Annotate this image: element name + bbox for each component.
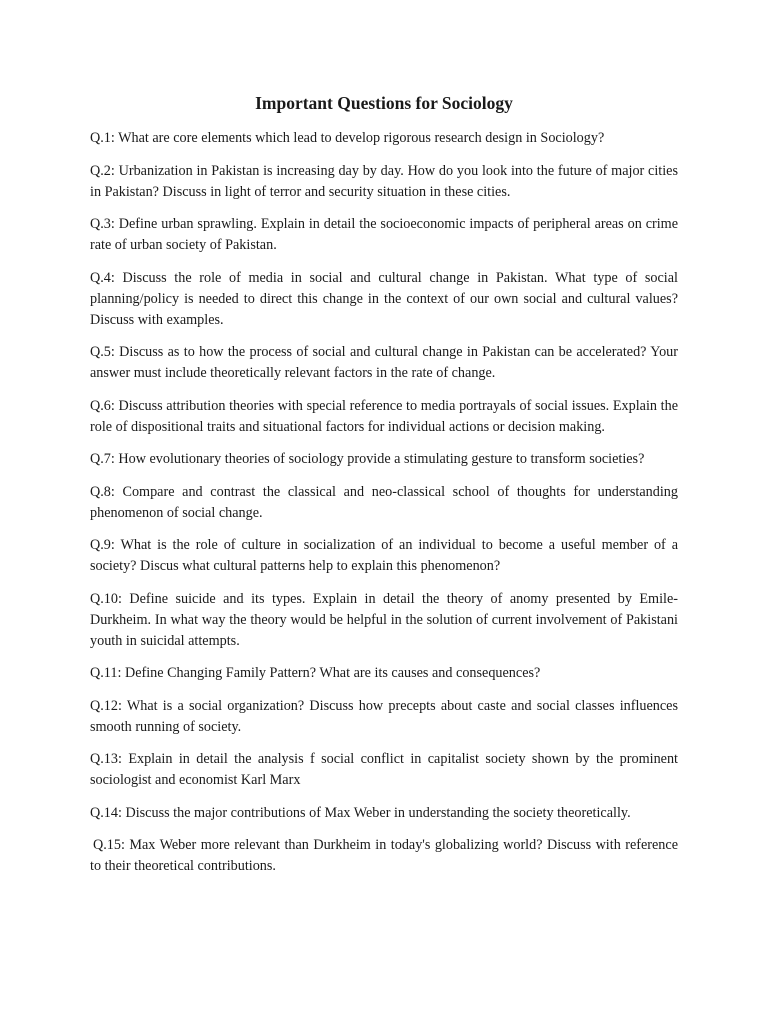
question-4: Q.4: Discuss the role of media in social and cultural change in Pakistan. What type of social planning/policy is needed to direct this change in the context of our own social and cultural values? Discuss with examples. <box>90 269 678 328</box>
question-9: Q.9: What is the role of culture in socialization of an individual to become a useful member of a society? Discus what cultural patterns help to explain this phenomenon? <box>90 537 678 574</box>
question-2: Q.2: Urbanization in Pakistan is increasing day by day. How do you look into the future of major cities in Pakistan? Discuss in light of terror and security situation in these cities. <box>90 162 678 200</box>
question-14: Q.14: Discuss the major contributions of Max Weber in understanding the society theoretically. <box>90 804 631 821</box>
question-10: Q.10: Define suicide and its types. Explain in detail the theory of anomy presented by Emile-Durkheim. In what way the theory would be helpful in the solution of current involvement of Pakistani youth in suicidal attempts. <box>90 590 678 649</box>
question-6: Q.6: Discuss attribution theories with special reference to media portrayals of social issues. Explain the role of dispositional traits and situational factors for individual actions or decision making. <box>90 397 678 435</box>
question-11: Q.11: Define Changing Family Pattern? What are its causes and consequences? <box>90 665 541 681</box>
question-15: Q.15: Max Weber more relevant than Durkheim in today's globalizing world? Discuss with reference to their theoretical contributions. <box>90 837 678 874</box>
question-12: Q.12: What is a social organization? Discuss how precepts about caste and social classes influences smooth running of society. <box>90 697 678 735</box>
question-3: Q.3: Define urban sprawling. Explain in detail the socioeconomic impacts of peripheral areas on crime rate of urban society of Pakistan. <box>90 216 678 253</box>
question-7: Q.7: How evolutionary theories of sociology provide a stimulating gesture to transform societies? <box>90 451 645 467</box>
question-1: Q.1: What are core elements which lead to develop rigorous research design in Sociology? <box>90 130 605 146</box>
document-page <box>90 92 678 889</box>
question-8: Q.8: Compare and contrast the classical and neo-classical school of thoughts for understanding phenomenon of social change. <box>90 483 678 521</box>
question-list <box>90 128 678 877</box>
document-title: Important Questions for Sociology <box>255 93 513 113</box>
question-13: Q.13: Explain in detail the analysis f social conflict in capitalist society shown by the prominent sociologist and economist Karl Marx <box>90 751 678 788</box>
question-5: Q.5: Discuss as to how the process of social and cultural change in Pakistan can be accelerated? Your answer must include theoretically relevant factors in the rate of change. <box>90 344 678 381</box>
